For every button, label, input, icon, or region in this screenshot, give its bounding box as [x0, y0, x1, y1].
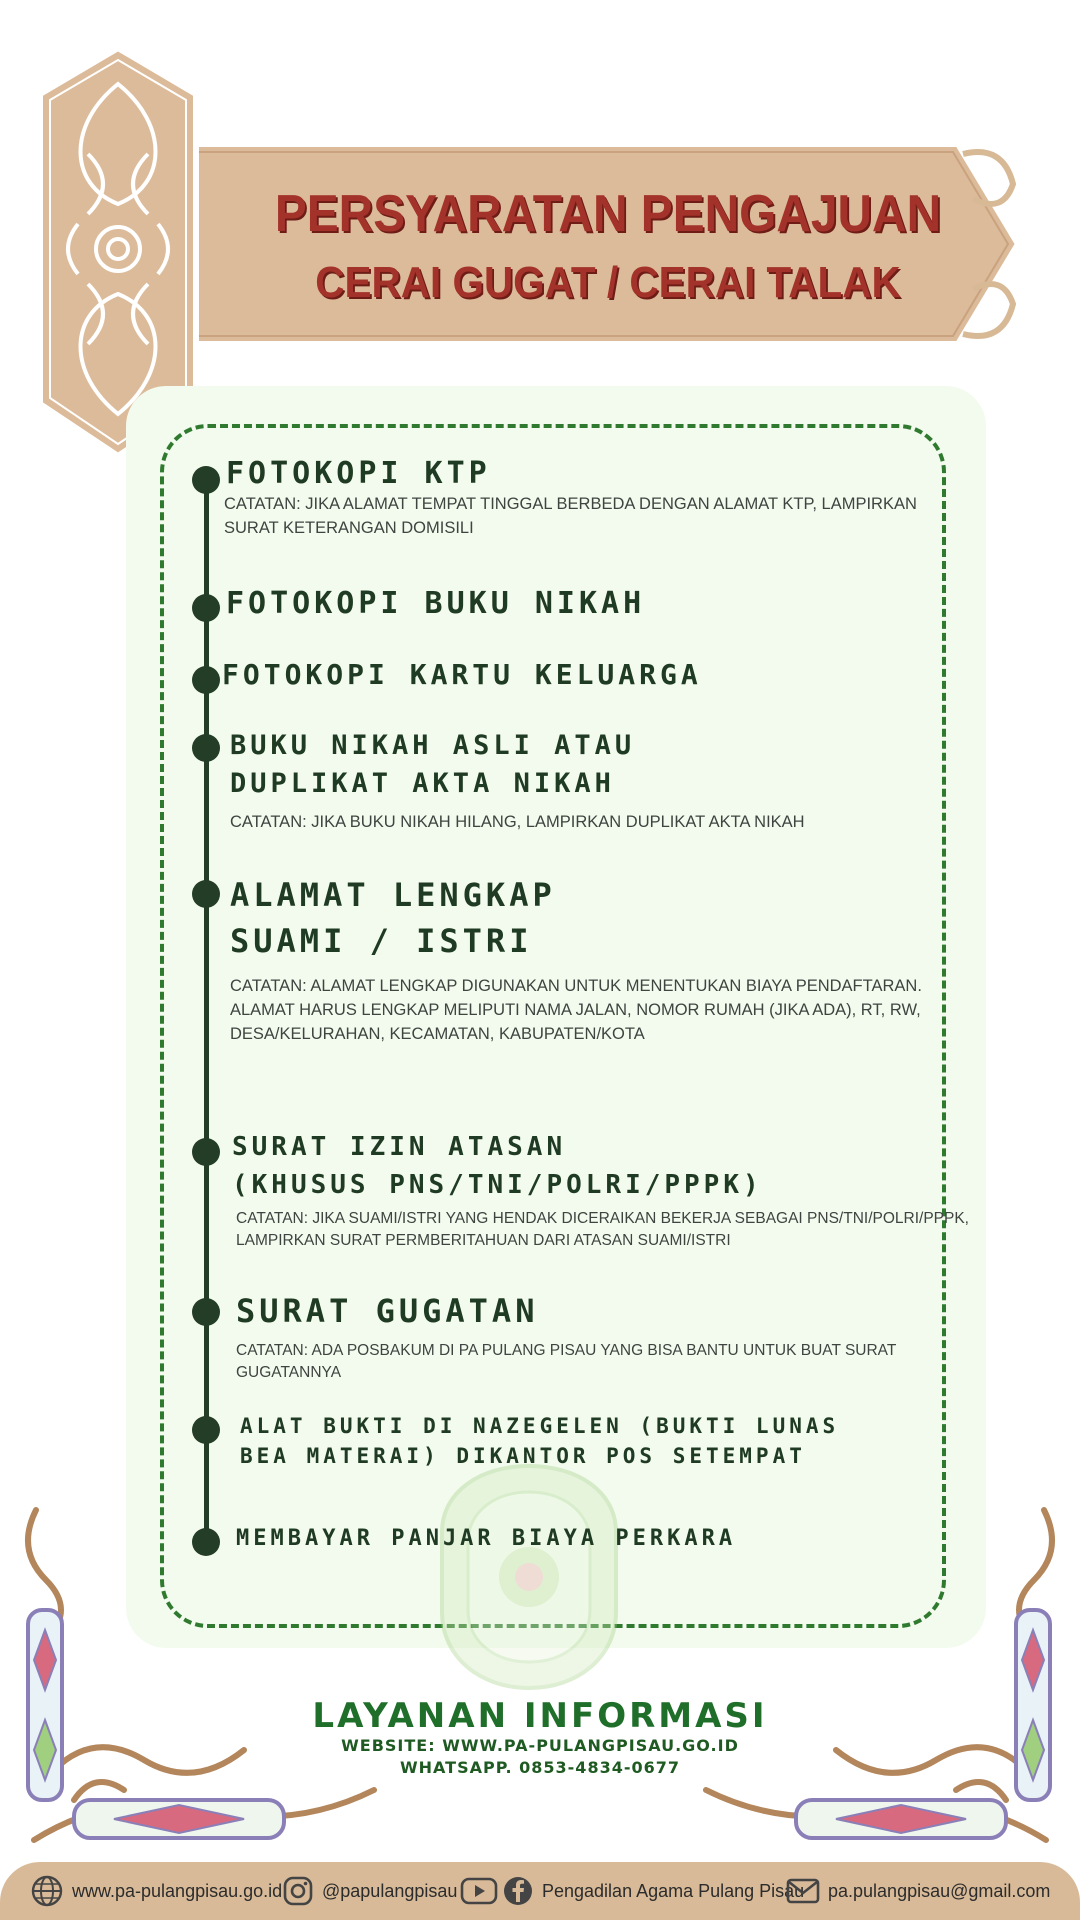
timeline-dot	[192, 466, 220, 494]
info-whatsapp: WHATSAPP. 0853-4834-0677	[399, 1758, 681, 1777]
timeline-dot	[192, 734, 220, 762]
page-subtitle: CERAI GUGAT / CERAI TALAK	[315, 258, 901, 307]
instagram-icon	[282, 1875, 314, 1907]
footer-website-text: www.pa-pulangpisau.go.id	[72, 1880, 283, 1901]
requirement-note: CATATAN: ALAMAT LENGKAP DIGUNAKAN UNTUK MENENTUKAN BIAYA PENDAFTARAN. ALAMAT HARUS LENGKAP MELIPUTI NAMA JALAN, NOMOR RUMAH (JIKA ADA), RT, RW, DESA/KELURAHAN, KECAMATAN, KABUPATEN/KOTA	[230, 977, 922, 1043]
footer-email-link[interactable]	[786, 1872, 1050, 1910]
info-website: WEBSITE: WWW.PA-PULANGPISAU.GO.ID	[341, 1736, 739, 1755]
globe-icon	[30, 1874, 64, 1908]
timeline-line	[204, 470, 209, 1544]
requirement-title-line-1: BUKU NIKAH ASLI ATAU	[230, 730, 636, 761]
timeline-dot	[192, 1298, 220, 1326]
footer-social-text: Pengadilan Agama Pulang Pisau	[542, 1880, 805, 1901]
requirement-title: MEMBAYAR PANJAR BIAYA PERKARA	[236, 1526, 737, 1551]
requirement-title-line-1: SURAT IZIN ATASAN	[232, 1132, 567, 1162]
youtube-icon	[460, 1876, 498, 1906]
footer-email-text: pa.pulangpisau@gmail.com	[828, 1880, 1051, 1901]
timeline-dot	[192, 1416, 220, 1444]
footer-social-link[interactable]	[460, 1872, 804, 1910]
footer-instagram-link[interactable]	[282, 1872, 457, 1910]
requirement-title: FOTOKOPI KARTU KELUARGA	[222, 658, 702, 691]
requirement-note: CATATAN: JIKA BUKU NIKAH HILANG, LAMPIRKAN DUPLIKAT AKTA NIKAH	[230, 813, 805, 831]
requirement-title-line-1: ALAMAT LENGKAP	[230, 876, 556, 914]
requirement-title: FOTOKOPI BUKU NIKAH	[226, 586, 646, 621]
requirement-note: CATATAN: ADA POSBAKUM DI PA PULANG PISAU YANG BISA BANTU UNTUK BUAT SURAT GUGATANNYA	[236, 1342, 897, 1381]
timeline-dot	[192, 594, 220, 622]
footer-website-link[interactable]	[30, 1872, 282, 1910]
requirement-title-line-2: SUAMI / ISTRI	[230, 922, 533, 960]
requirement-note: CATATAN: JIKA SUAMI/ISTRI YANG HENDAK DICERAIKAN BEKERJA SEBAGAI PNS/TNI/POLRI/PPPK, LAMPIRKAN SURAT PERMBERITAHUAN DARI ATASAN SUAMI/ISTRI	[236, 1210, 969, 1249]
corner-ornament-left-icon	[14, 1500, 394, 1860]
mail-icon	[786, 1877, 820, 1905]
timeline-dot	[192, 880, 220, 908]
court-seal-watermark-icon	[438, 1462, 620, 1692]
footer-instagram-text: @papulangpisau	[322, 1880, 458, 1901]
page-title: PERSYARATAN PENGAJUAN	[274, 185, 942, 243]
requirement-title-line-1: ALAT BUKTI DI NAZEGELEN (BUKTI LUNAS	[240, 1414, 840, 1438]
requirement-title: FOTOKOPI KTP	[226, 456, 491, 491]
requirement-title-line-2: (KHUSUS PNS/TNI/POLRI/PPPK)	[232, 1170, 763, 1200]
requirement-title-line-2: BEA MATERAI) DIKANTOR POS SETEMPAT	[240, 1444, 806, 1468]
requirement-title-line-2: DUPLIKAT AKTA NIKAH	[230, 768, 615, 799]
corner-ornament-right-icon	[686, 1500, 1066, 1860]
requirement-title: SURAT GUGATAN	[236, 1292, 539, 1330]
info-title: LAYANAN INFORMASI	[312, 1696, 768, 1736]
requirement-note: CATATAN: JIKA ALAMAT TEMPAT TINGGAL BERBEDA DENGAN ALAMAT KTP, LAMPIRKAN SURAT KETERANGAN DOMISILI	[224, 495, 917, 537]
timeline-dot	[192, 666, 220, 694]
facebook-icon	[502, 1875, 534, 1907]
timeline-dot	[192, 1138, 220, 1166]
